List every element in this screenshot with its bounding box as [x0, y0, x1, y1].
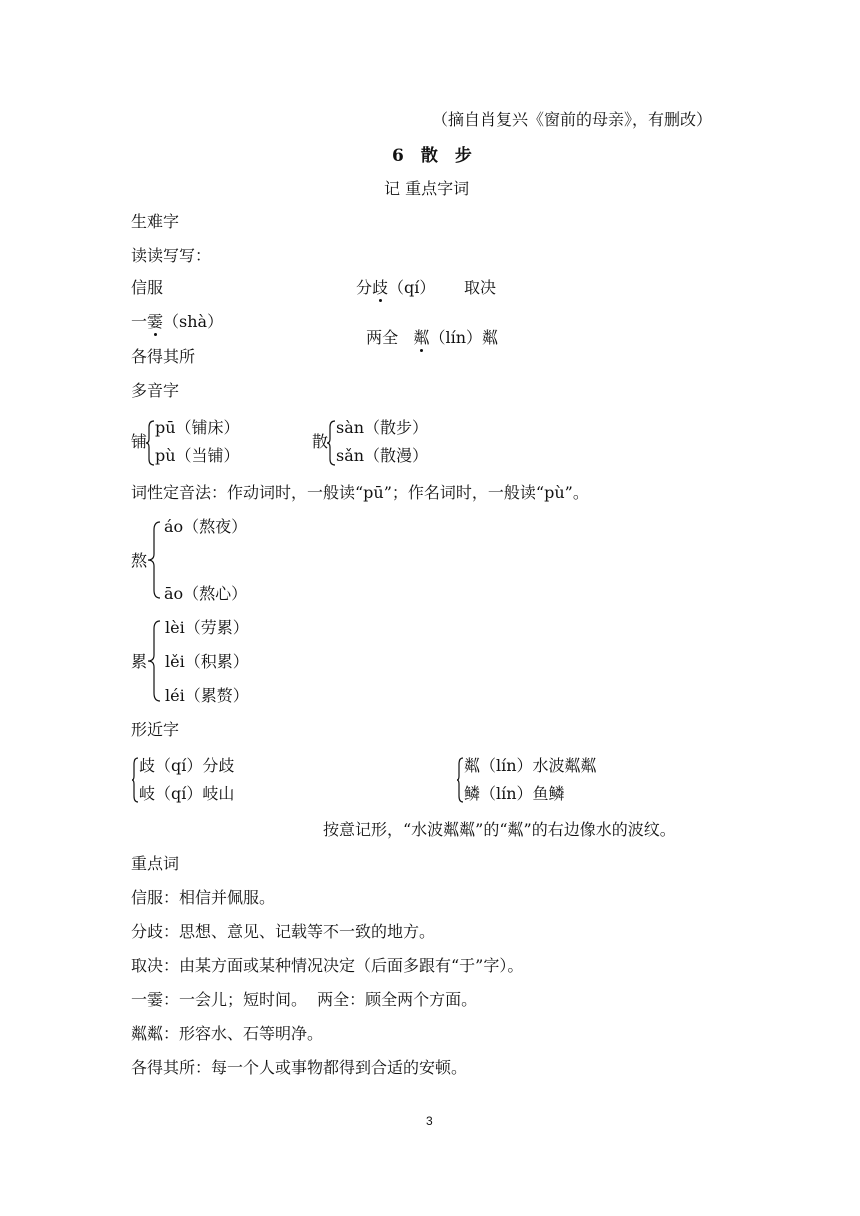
word-gedeqisuo: 各得其所: [131, 347, 196, 366]
word-linlin: 两全 粼（lín）粼: [366, 328, 498, 347]
page-number: 3: [426, 1114, 433, 1128]
polyphone-reading: léi（累赘）: [165, 686, 249, 705]
similar-heading: 形近字: [131, 720, 180, 739]
brace-similar-right: [456, 757, 464, 803]
similar-left-item: 歧（qí）分歧: [139, 756, 235, 775]
dotted-char: 歧: [372, 278, 389, 297]
polyphone-char-lei: 累: [131, 652, 148, 671]
source-note: （摘自肖复兴《窗前的母亲》，有删改）: [432, 110, 713, 129]
word-yisha: 一霎（shà）: [131, 312, 224, 331]
key-word-item: 取决：由某方面或某种情况决定（后面多跟有“于”字）。: [131, 956, 524, 975]
key-word-item: 信服：相信并佩服。: [131, 888, 276, 907]
word-xinfu: 信服: [131, 278, 164, 297]
brace-pu: [145, 420, 155, 466]
polyphone-char-san: 散: [312, 432, 329, 451]
dotted-char: 粼: [413, 328, 430, 347]
new-chars-subheading: 读读写写：: [131, 246, 212, 265]
polyphone-reading: lěi（积累）: [165, 652, 249, 671]
brace-san: [326, 420, 336, 466]
polyphone-reading: sǎn（散漫）: [336, 446, 429, 465]
polyphone-reading: pū（铺床）: [155, 418, 240, 437]
key-word-item: 各得其所：每一个人或事物都得到合适的安顿。: [131, 1058, 468, 1077]
word-qujue: 取决: [464, 278, 497, 297]
similar-right-item: 粼（lín）水波粼粼: [464, 756, 597, 775]
polyphone-reading: pù（当铺）: [155, 446, 240, 465]
polyphone-char-ao: 熬: [131, 551, 148, 570]
section-title: 记 重点字词: [384, 179, 470, 198]
key-words-heading: 重点词: [131, 854, 180, 873]
polyphone-heading: 多音字: [131, 381, 180, 400]
similar-note: 按意记形，“水波粼粼”的“粼”的右边像水的波纹。: [323, 820, 676, 839]
polyphone-rule: 词性定音法：作动词时，一般读“pū”；作名词时，一般读“pù”。: [131, 483, 589, 502]
key-word-item: 粼粼：形容水、石等明净。: [131, 1024, 324, 1043]
polyphone-reading: āo（熬心）: [164, 584, 248, 603]
polyphone-reading: sàn（散步）: [336, 418, 429, 437]
dotted-char: 霎: [147, 312, 164, 331]
brace-lei: [147, 620, 161, 702]
brace-similar-left: [131, 757, 139, 803]
lesson-title: 6 散 步: [392, 146, 472, 166]
new-chars-heading: 生难字: [131, 212, 180, 231]
brace-ao: [147, 521, 161, 599]
similar-right-item: 鳞（lín）鱼鳞: [464, 784, 565, 803]
key-word-item: 一霎：一会儿；短时间。 两全：顾全两个方面。: [131, 990, 478, 1009]
word-fenqi: 分歧（qí）: [356, 278, 436, 297]
key-word-item: 分歧：思想、意见、记载等不一致的地方。: [131, 922, 436, 941]
polyphone-char-pu: 铺: [131, 432, 148, 451]
similar-left-item: 岐（qí）岐山: [139, 784, 235, 803]
polyphone-reading: áo（熬夜）: [164, 517, 248, 536]
polyphone-reading: lèi（劳累）: [165, 618, 249, 637]
